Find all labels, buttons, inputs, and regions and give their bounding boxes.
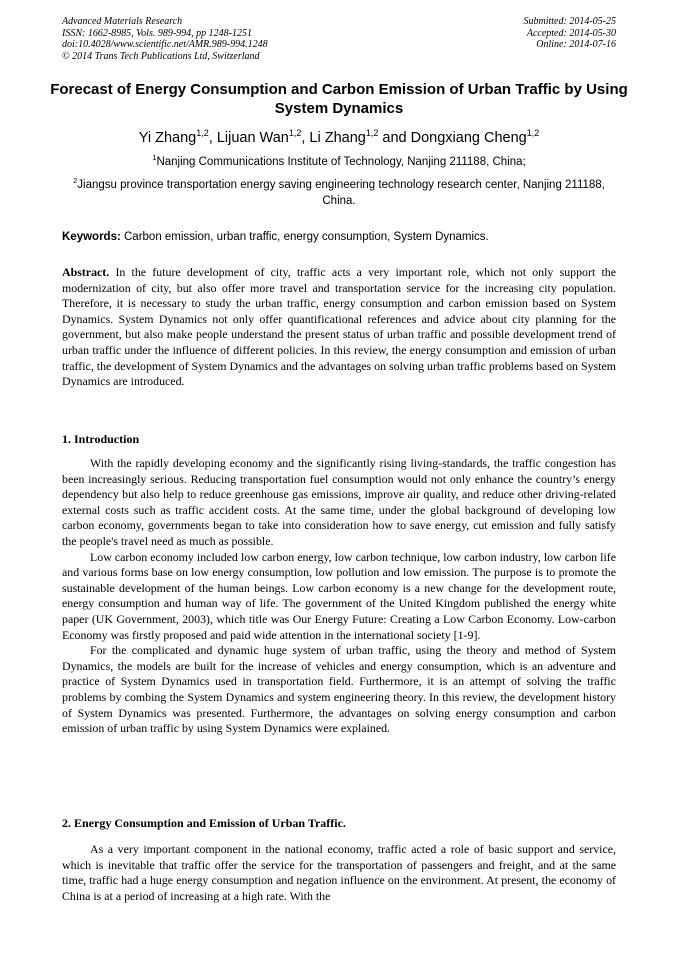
author-affiliation-mark: 1,2 bbox=[288, 128, 302, 138]
section-heading-introduction: 1. Introduction bbox=[62, 432, 140, 446]
journal-info bbox=[62, 16, 268, 62]
abstract bbox=[62, 265, 616, 390]
affiliation-2 bbox=[62, 178, 616, 209]
section-heading-energy-consumption: 2. Energy Consumption and Emission of Urban Traffic. bbox=[62, 816, 346, 830]
affiliation-text: Jiangsu province transportation energy saving engineering technology research center, Nanjing 211188, China. bbox=[77, 179, 605, 207]
journal-name: Advanced Materials Research bbox=[62, 16, 183, 27]
affiliation-mark: 1 bbox=[152, 153, 157, 162]
author-name: Li Zhang bbox=[309, 130, 366, 146]
author-list bbox=[40, 129, 638, 147]
submitted-date: Submitted: 2014-05-25 bbox=[523, 16, 616, 27]
abstract-text: In the future development of city, traffic acts a very important role, which not only support the modernization of city, but also offer more travel and transportation service for the increasing city population. Therefore, it is necessary to study the urban traffic, energy consumption and carbon emission based on System Dynamics. System Dynamics not only offer quantificational references and advice about city planning for the government, but also make people understand the present status of urban traffic and possible development trend of urban traffic under the influence of different policies. In this review, the energy consumption and emission of urban traffic, the development of System Dynamics and the advantages on solving urban traffic problems based on System Dynamics are introduced. bbox=[62, 265, 616, 389]
keywords-label: Keywords: bbox=[62, 231, 121, 243]
section-body-introduction bbox=[62, 456, 616, 737]
paragraph: With the rapidly developing economy and the significantly rising living-standards, the traffic congestion has been increasingly serious. Reducing transportation fuel consumption would not only enhance the country’s energy dependency but also help to reduce greenhouse gas emissions, improve air quality, and reduce other driving-related external costs such as traffic accident costs. At the same time, under the global background of developing low carbon economy, governments began to take into consideration how to save energy, cut emission and fully satisfy the people's travel need as much as possible. bbox=[62, 456, 616, 548]
author-affiliation-mark: 1,2 bbox=[196, 128, 209, 138]
affiliation-text: Nanjing Communications Institute of Technology, Nanjing 211188, China; bbox=[156, 156, 526, 168]
keywords-text: Carbon emission, urban traffic, energy consumption, System Dynamics. bbox=[120, 231, 489, 243]
author-name: Dongxiang Cheng bbox=[410, 130, 527, 146]
accepted-date: Accepted: 2014-05-30 bbox=[526, 27, 616, 39]
author-affiliation-mark: 1,2 bbox=[526, 128, 540, 138]
affiliation-1 bbox=[62, 155, 616, 171]
section-body-energy-consumption bbox=[62, 842, 616, 904]
author-name: Lijuan Wan bbox=[216, 130, 289, 146]
author-affiliation-mark: 1,2 bbox=[365, 128, 379, 138]
author-name: Yi Zhang bbox=[138, 130, 197, 146]
issn-line: ISSN: 1662-8985, Vols. 989-994, pp 1248-1251 bbox=[62, 27, 252, 39]
keywords bbox=[62, 230, 616, 245]
copyright-line: © 2014 Trans Tech Publications Ltd, Switzerland bbox=[62, 50, 260, 62]
paragraph: As a very important component in the national economy, traffic acted a role of basic support and service, which is inevitable that traffic offer the service for the transportation of passengers and freight, and at the same time, traffic had a huge energy consumption and negation influence on the environment. At present, the economy of China is at a period of increasing at a high rate. With the bbox=[62, 842, 616, 903]
paragraph: For the complicated and dynamic huge system of urban traffic, using the theory and method of System Dynamics, the models are built for the increase of vehicles and energy consumption, which is an adventure and practice of System Dynamics used in transportation field. Furthermore, it is an attempt of solving the traffic problems by combing the System Dynamics and system engineering theory. In this review, the development history of System Dynamics was presented. Furthermore, the advantages on solving energy consumption and carbon emission of urban traffic by using System Dynamics were explained. bbox=[62, 643, 616, 736]
author-separator: , bbox=[301, 130, 310, 146]
publication-dates bbox=[524, 16, 617, 51]
paragraph: Low carbon economy included low carbon energy, low carbon technique, low carbon industry, low carbon life and various forms base on low energy consumption, low pollution and low emission. The purpose is to promote the sustainable development of the human beings. Low carbon economy is a new change for the development route, energy consumption and human way of life. The government of the United Kingdom published the energy white paper (UK Government, 2003), which title was Our Energy Future: Creating a Low Carbon Economy. Low-carbon Economy was firstly proposed and paid wide attention in the international society [1-9]. bbox=[62, 549, 616, 642]
paper-title: Forecast of Energy Consumption and Carbon Emission of Urban Traffic by Using System Dynamics bbox=[50, 81, 628, 117]
author-separator: and bbox=[378, 130, 411, 146]
author-separator: , bbox=[208, 130, 217, 146]
doi-line: doi:10.4028/www.scientific.net/AMR.989-994.1248 bbox=[62, 39, 268, 50]
affiliation-mark: 2 bbox=[73, 176, 78, 185]
abstract-label: Abstract. bbox=[62, 265, 110, 279]
online-date: Online: 2014-07-16 bbox=[536, 39, 616, 50]
